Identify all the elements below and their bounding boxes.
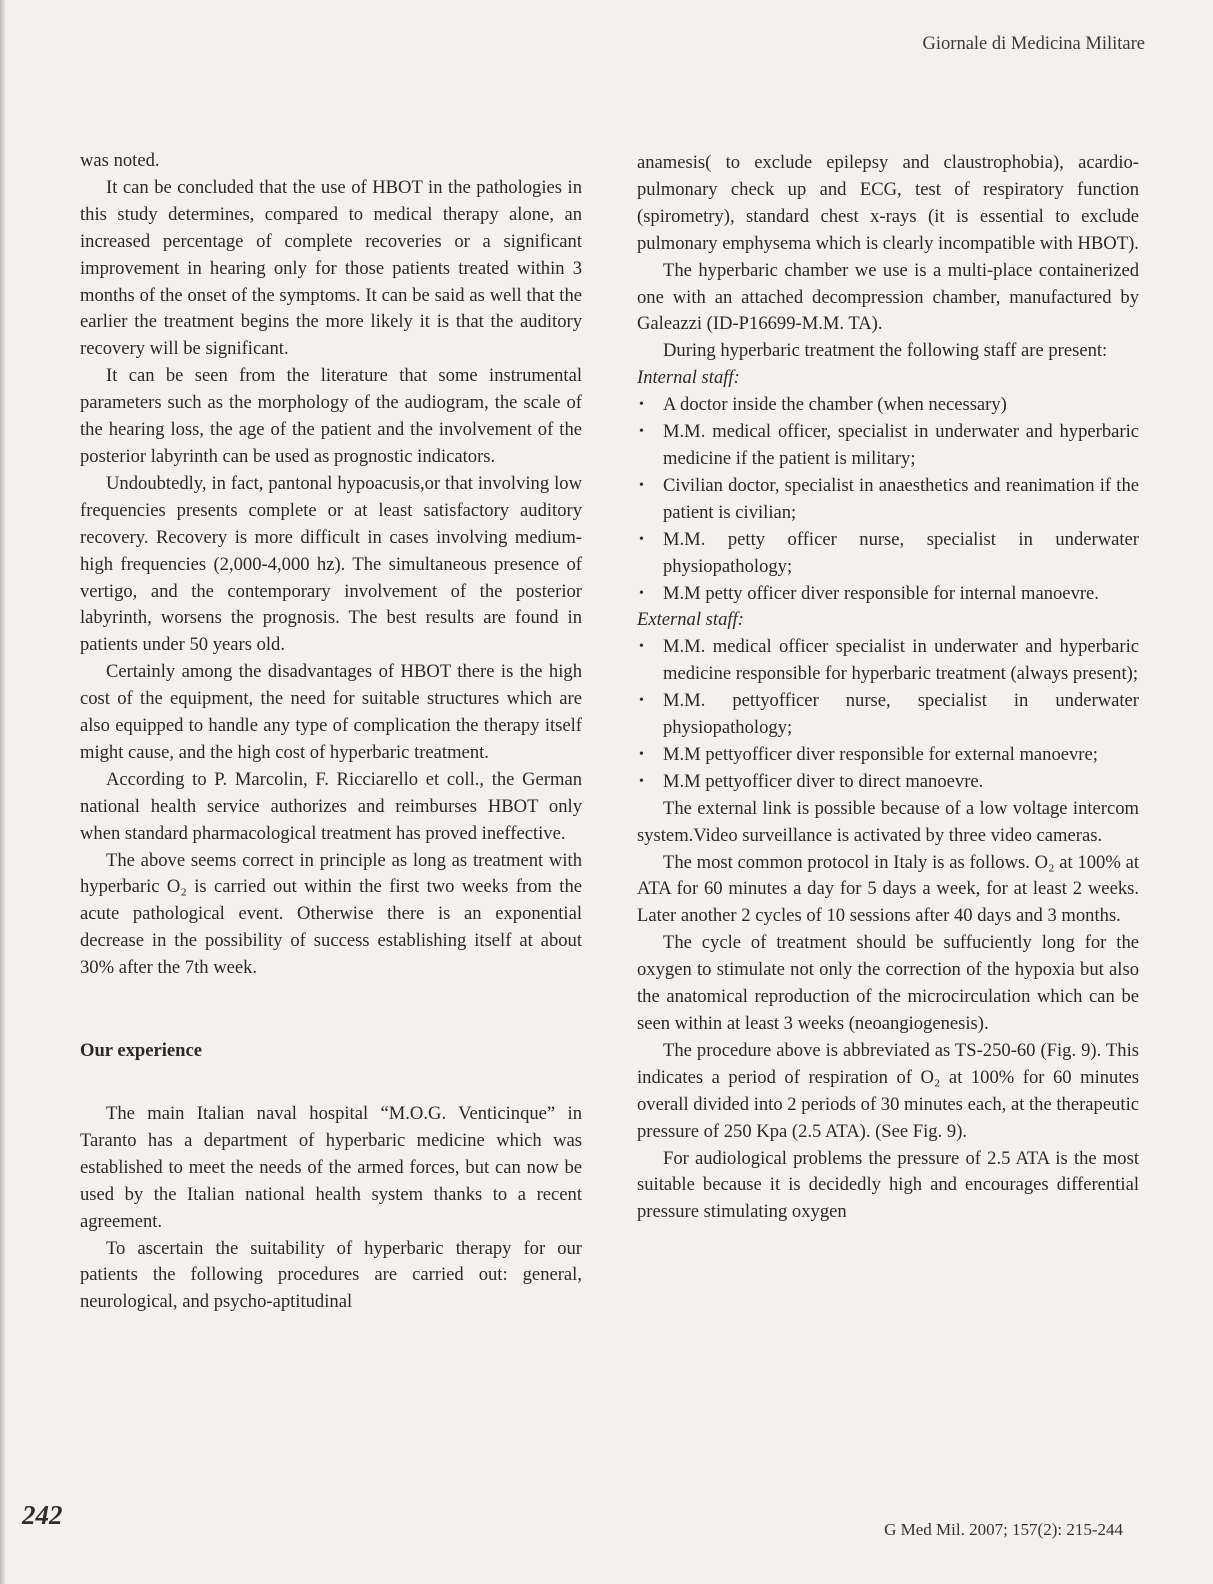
- paragraph: Certainly among the disadvantages of HBOT there is the high cost of the equipment, the need for suitable structures which are also equipped to handle any type of complication the therapy itself might cause, and the high cost of hyperbaric treatment.: [80, 661, 582, 763]
- page-edge-shadow: [0, 0, 6, 1584]
- paragraph: The procedure above is abbreviated as TS-250-60 (Fig. 9). This indicates a period of respiration of O₂ at 100% for 60 minutes overall divided into 2 periods of 30 minutes each, at the therapeutic pressure of 250 Kpa (2.5 ATA). (See Fig. 9).: [637, 1039, 1139, 1142]
- paragraph: For audiological problems the pressure of 2.5 ATA is the most suitable because it is decidedly high and encourages differential pressure stimulating oxygen: [637, 1147, 1139, 1223]
- list-item: • M.M. petty officer nurse, specialist in underwater physiopathology;: [637, 527, 1139, 581]
- list-item: • M.M. pettyofficer nurse, specialist in underwater physiopathology;: [637, 688, 1139, 742]
- paragraph: The hyperbaric chamber we use is a multi-place containerized one with an attached decompression chamber, manufactured by Galeazzi (ID-P16699-M.M. TA).: [637, 259, 1139, 335]
- page-number: 242: [22, 1500, 63, 1530]
- journal-citation: G Med Mil. 2007; 157(2): 215-244: [884, 1520, 1123, 1539]
- section-heading: Our experience: [80, 1040, 203, 1062]
- paragraph: The cycle of treatment should be suffuciently long for the oxygen to stimulate not only the correction of the hypoxia but also the anatomical reproduction of the microcirculation which can be seen within at least 3 weeks (neoangiogenesis).: [637, 932, 1139, 1034]
- list-item: • M.M pettyofficer diver responsible for external manoevre;: [637, 742, 1139, 769]
- paragraph: The external link is possible because of a low voltage intercom system.Video surveillance is activated by three video cameras.: [637, 797, 1139, 846]
- paragraph: To ascertain the suitability of hyperbaric therapy for our patients the following procedures are carried out: general, neurological, and psycho-aptitudinal: [80, 1237, 582, 1313]
- list-item: • A doctor inside the chamber (when necessary): [637, 392, 1139, 419]
- paragraph: During hyperbaric treatment the following staff are present:: [663, 340, 1108, 362]
- external-staff-label: External staff:: [637, 609, 744, 631]
- internal-staff-label: Internal staff:: [637, 367, 740, 389]
- list-item: • M.M petty officer diver responsible for internal manoevre.: [637, 581, 1139, 608]
- external-staff-list: [637, 634, 1139, 795]
- paragraph: Undoubtedly, in fact, pantonal hypoacusis,or that involving low frequencies presents complete or at least satisfactory auditory recovery. Recovery is more difficult in cases involving medium-high frequencies (2,000-4,000 hz). The simultaneous presence of vertigo, and the contemporary involvement of the posterior labyrinth, worsens the prognosis. The best results are found in patients under 50 years old.: [80, 472, 582, 656]
- paragraph: was noted.: [80, 150, 160, 171]
- journal-title: Giornale di Medicina Militare: [922, 34, 1145, 54]
- paragraph: The main Italian naval hospital “M.O.G. Venticinque” in Taranto has a department of hyperbaric medicine which was established to meet the needs of the armed forces, but can now be used by the Italian national health system thanks to a recent agreement.: [80, 1103, 582, 1232]
- right-column: [637, 150, 1139, 1226]
- paragraph: It can be concluded that the use of HBOT in the pathologies in this study determines, compared to medical therapy alone, an increased percentage of complete recoveries or a significant improvement in hearing only for those patients treated within 3 months of the onset of the symptoms. It can be said as well that the earlier the treatment begins the more likely it is that the auditory recovery will be significant.: [80, 176, 582, 360]
- list-item: • M.M. medical officer, specialist in underwater and hyperbaric medicine if the patient is military;: [637, 419, 1139, 473]
- left-column: [80, 148, 582, 1316]
- list-item: • M.M. medical officer specialist in underwater and hyperbaric medicine responsible for hyperbaric treatment (always present);: [637, 634, 1139, 688]
- paragraph: According to P. Marcolin, F. Ricciarello et coll., the German national health service authorizes and reimburses HBOT only when standard pharmacological treatment has proved ineffective.: [80, 768, 582, 844]
- paragraph: The most common protocol in Italy is as follows. O₂ at 100% at ATA for 60 minutes a day for 5 days a week, for at least 2 weeks. Later another 2 cycles of 10 sessions after 40 days and 3 months.: [637, 851, 1139, 927]
- paragraph: The above seems correct in principle as long as treatment with hyperbaric O₂ is carried out within the first two weeks from the acute pathological event. Otherwise there is an exponential decrease in the possibility of success establishing itself at about 30% after the 7th week.: [80, 849, 582, 979]
- list-item: • M.M pettyofficer diver to direct manoevre.: [637, 769, 1139, 796]
- internal-staff-list: [637, 392, 1139, 607]
- paragraph: anamesis( to exclude epilepsy and claustrophobia), acardio-pulmonary check up and ECG, test of respiratory function (spirometry), standard chest x-rays (it is essential to exclude pulmonary emphysema which is clearly incompatible with HBOT).: [637, 152, 1139, 254]
- list-item: • Civilian doctor, specialist in anaesthetics and reanimation if the patient is civilian;: [637, 473, 1139, 527]
- paragraph: It can be seen from the literature that some instrumental parameters such as the morphology of the audiogram, the scale of the hearing loss, the age of the patient and the involvement of the posterior labyrinth can be used as prognostic indicators.: [80, 365, 582, 467]
